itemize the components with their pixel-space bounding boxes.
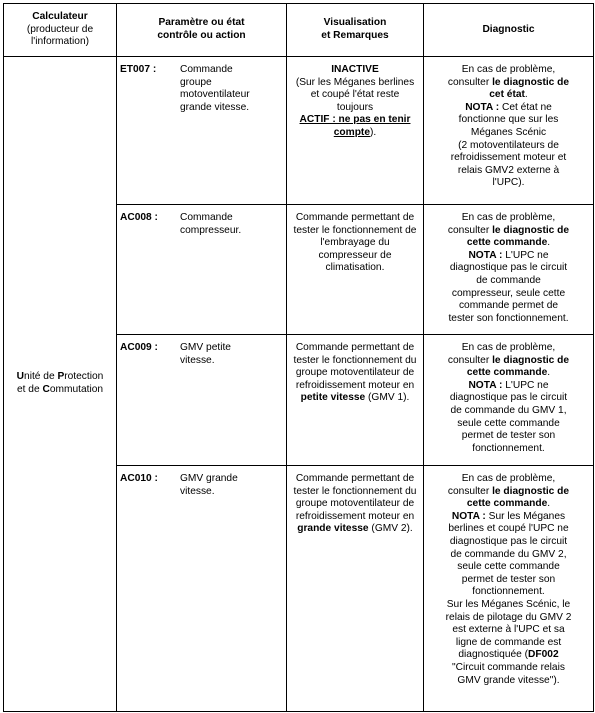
vis-line: Commande permettant de xyxy=(295,212,415,223)
fault-code: DF002 xyxy=(528,649,559,661)
diag-line: En cas de problème, xyxy=(461,473,556,484)
param-line: vitesse. xyxy=(180,354,215,366)
vis-line: (Sur les Méganes berlines xyxy=(295,76,415,88)
vis-line: et coupé l'état reste xyxy=(310,89,400,101)
vis-line: toujours xyxy=(336,101,374,113)
param-code: ET007 : xyxy=(120,64,157,75)
diag-text: Sur les Méganes xyxy=(485,510,566,522)
diag-line: berlines et coupé l'UPC ne xyxy=(448,523,569,535)
diag-line: est externe à l'UPC et sa xyxy=(452,624,565,636)
diag-line: commande permet de xyxy=(458,300,559,312)
diag-line: refroidissement moteur et xyxy=(450,152,567,164)
diag-line: fonctionnement. xyxy=(472,586,545,598)
diag-bold: le diagnostic de xyxy=(492,485,570,497)
ecu-text: rotection xyxy=(64,371,104,383)
visualisation-cell xyxy=(287,466,424,712)
diag-line: l'UPC). xyxy=(492,177,525,189)
table-row xyxy=(4,57,594,205)
diag-line: En cas de problème, xyxy=(461,212,556,223)
vis-line: compresseur de xyxy=(318,249,392,261)
diagnostic-cell xyxy=(424,57,594,205)
diag-bold: le diagnostic de xyxy=(492,76,570,88)
vis-line: tester le fonctionnement du xyxy=(293,354,417,366)
diagnostic-cell xyxy=(424,335,594,466)
header-visualisation-line1: Visualisation xyxy=(323,17,387,29)
diag-line: diagnostique pas le circuit xyxy=(449,535,568,547)
state-actif-note: ACTIF : ne pas en tenir xyxy=(299,114,411,126)
visualisation-cell xyxy=(287,57,424,205)
state-inactive: INACTIVE xyxy=(331,64,379,75)
diag-text: consulter xyxy=(447,76,493,88)
vis-line: tester le fonctionnement du xyxy=(293,485,417,497)
diag-line: de commande du GMV 2, xyxy=(450,548,567,560)
visualisation-cell xyxy=(287,205,424,335)
param-code: AC008 : xyxy=(120,212,158,223)
vis-line: groupe motoventilateur de xyxy=(295,498,415,510)
param-text xyxy=(180,212,282,237)
diag-line: "Circuit commande relais xyxy=(452,661,565,673)
diag-line: diagnostique pas le circuit xyxy=(449,392,568,404)
diag-line: GMV grande vitesse"). xyxy=(457,674,560,686)
param-line: groupe xyxy=(180,76,212,88)
diag-line: diagnostique pas le circuit xyxy=(449,262,568,274)
param-cell xyxy=(117,335,287,466)
diag-line: compresseur, seule cette xyxy=(451,287,566,299)
vis-line: climatisation. xyxy=(325,262,385,274)
diag-bold: cette commande xyxy=(466,367,548,379)
diag-bold: cet état xyxy=(489,89,525,101)
diag-text: . xyxy=(524,89,528,101)
header-visualisation xyxy=(287,4,424,57)
diag-text: diagnostiquée ( xyxy=(458,649,529,661)
diag-line: Sur les Méganes Scénic, le xyxy=(446,598,571,610)
diag-line: permet de tester son xyxy=(461,573,556,585)
diag-line: seule cette commande xyxy=(457,561,560,573)
vis-line-end: (GMV 1). xyxy=(365,392,410,404)
ecu-initial-p: P xyxy=(57,371,65,383)
diag-bold: le diagnostic de xyxy=(492,224,570,236)
diag-line: relais de pilotage du GMV 2 xyxy=(445,611,572,623)
param-line: GMV grande xyxy=(180,473,238,484)
diag-bold: cette commande xyxy=(466,498,548,510)
diag-line: Méganes Scénic xyxy=(470,126,547,138)
param-line: motoventilateur xyxy=(180,89,250,101)
diag-line: relais GMV2 externe à xyxy=(457,164,560,176)
nota-label: NOTA : xyxy=(468,379,503,391)
param-line: grande vitesse. xyxy=(180,101,250,113)
diag-text: consulter xyxy=(447,354,493,366)
diag-line: seule cette commande xyxy=(457,417,560,429)
param-text xyxy=(180,64,282,114)
diag-bold: le diagnostic de xyxy=(492,354,570,366)
param-code: AC010 : xyxy=(120,473,158,484)
header-calculateur-title: Calculateur xyxy=(32,11,88,23)
ecu-name-cell xyxy=(4,57,117,712)
vis-compte: compte xyxy=(333,126,370,138)
vis-line: groupe motoventilateur de xyxy=(295,367,415,379)
header-diagnostic-label: Diagnostic xyxy=(482,23,535,35)
param-text xyxy=(180,342,282,367)
param-cell xyxy=(117,466,287,712)
vis-bold: petite vitesse xyxy=(300,392,366,404)
param-cell xyxy=(117,57,287,205)
diag-line: ligne de commande est xyxy=(455,636,562,648)
vis-bold: grande vitesse xyxy=(297,523,369,535)
vis-line: Commande permettant de xyxy=(295,473,415,484)
param-line: Commande xyxy=(180,212,233,223)
ecu-line1 xyxy=(4,371,116,384)
ecu-text: nité de xyxy=(24,371,58,383)
diag-text: L'UPC ne xyxy=(502,249,549,261)
vis-line: tester le fonctionnement de xyxy=(293,224,417,236)
diag-text: consulter xyxy=(447,224,493,236)
diag-text: . xyxy=(547,498,551,510)
vis-line: Commande permettant de xyxy=(295,342,415,353)
ecu-initial-c: C xyxy=(42,384,50,395)
header-calculateur-sub1: (producteur de xyxy=(26,23,94,35)
diag-bold: cette commande xyxy=(466,237,548,249)
diag-line: permet de tester son xyxy=(461,430,556,442)
diag-text: . xyxy=(547,367,551,379)
diag-line: de commande du GMV 1, xyxy=(450,404,567,416)
diag-line: En cas de problème, xyxy=(461,64,556,75)
nota-label: NOTA : xyxy=(451,510,486,522)
ecu-text: ommutation xyxy=(49,384,104,395)
header-parametre-line1: Paramètre ou état xyxy=(158,17,245,29)
param-line: GMV petite xyxy=(180,342,231,353)
diagnostic-cell xyxy=(424,205,594,335)
diagnostic-table xyxy=(3,3,594,712)
diag-line: de commande xyxy=(476,274,541,286)
vis-line-end: ). xyxy=(370,126,377,138)
diag-text: . xyxy=(547,237,551,249)
header-visualisation-line2: et Remarques xyxy=(321,30,389,41)
header-parametre-line2: contrôle ou action xyxy=(157,30,246,41)
ecu-text: et de xyxy=(16,384,43,395)
param-line: compresseur. xyxy=(180,224,242,236)
header-calculateur xyxy=(4,4,117,57)
header-parametre xyxy=(117,4,287,57)
diag-text: Cet état ne xyxy=(499,101,552,113)
diag-text: consulter xyxy=(447,485,493,497)
diag-line: fonctionne que sur les xyxy=(458,114,559,126)
ecu-initial-u: U xyxy=(16,371,25,383)
param-line: vitesse. xyxy=(180,485,215,497)
vis-line: refroidissement moteur en xyxy=(295,379,415,391)
ecu-line2 xyxy=(4,384,116,397)
visualisation-cell xyxy=(287,335,424,466)
nota-label: NOTA : xyxy=(465,101,500,113)
vis-line-end: (GMV 2). xyxy=(368,523,413,535)
diag-line: En cas de problème, xyxy=(461,342,556,353)
vis-line: l'embrayage du xyxy=(320,237,390,249)
header-row xyxy=(4,4,594,57)
diag-line: fonctionnement. xyxy=(472,442,545,454)
diag-text: L'UPC ne xyxy=(502,379,549,391)
param-code: AC009 : xyxy=(120,342,158,353)
nota-label: NOTA : xyxy=(468,249,503,261)
param-cell xyxy=(117,205,287,335)
diag-line: tester son fonctionnement. xyxy=(448,312,569,324)
param-text xyxy=(180,473,282,498)
diagnostic-cell xyxy=(424,466,594,712)
header-diagnostic xyxy=(424,4,594,57)
diag-line: (2 motoventilateurs de xyxy=(458,139,559,151)
vis-line: refroidissement moteur en xyxy=(295,510,415,522)
header-calculateur-sub2: l'information) xyxy=(31,36,89,48)
param-line: Commande xyxy=(180,64,233,75)
